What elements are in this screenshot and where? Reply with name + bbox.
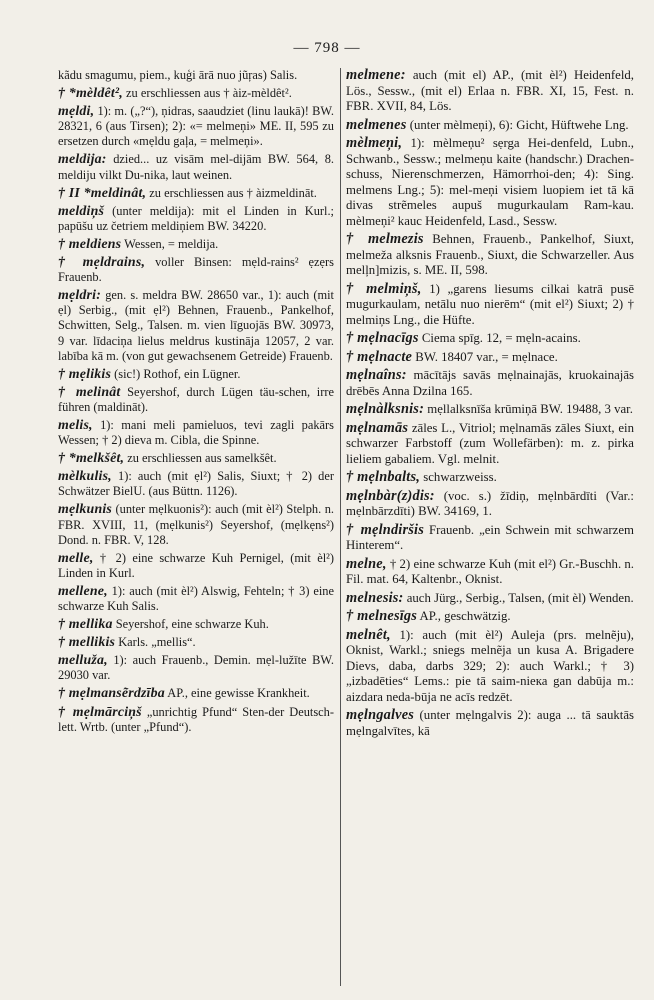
dictionary-entry — [346, 282, 634, 329]
entry-body: 1): m. („?“), ņidras, saaudziet (linu laukā)! BW. 28321, 6 (aus Tirsen); 2): «= melmeņi» ME. II, 595 zu ersetzen durch «mẹldu gaļa, = melmeņi». — [58, 104, 334, 149]
dictionary-entry — [346, 489, 634, 520]
dictionary-entry — [346, 331, 634, 347]
entry-headword: melmenes — [346, 116, 407, 133]
entry-body: gen. s. meldra BW. 28650 var., 1): auch (mit ẹl) Serbig., (mit ẹl²) Behnen, Frauenb., Pankelhof, Schwitten, Selg., Talsen. m. vien līguojās BW. 30973, 9 var. līdaciņa lielus meldrus kustināja 12057, 2 var. labība kā m. (von gut gewachsenem Getreide) Frauenb. — [58, 288, 334, 363]
entry-body: Seyershof, durch Lügen täu-schen, irre führen (maldināt). — [58, 384, 334, 414]
entry-body: Frauenb. „ein Schwein mit schwarzem Hinterem“. — [346, 522, 634, 552]
left-column — [58, 68, 334, 992]
entry-headword: † melmezis — [346, 231, 424, 247]
entry-headword: † mellikis — [58, 635, 116, 651]
entry-headword: melnêt, — [346, 626, 391, 643]
dictionary-entry — [346, 591, 634, 607]
entry-headword: meldiņš — [58, 203, 105, 219]
entry-body: † 2) eine schwarze Kuh Pernigel, (mit èl²) Linden in Kurl. — [58, 550, 334, 580]
dictionary-entry — [58, 551, 334, 581]
entry-headword: melis, — [58, 417, 93, 433]
dictionary-entry — [58, 502, 334, 547]
entry-headword: mẹlnbàr(z)dis: — [346, 487, 435, 504]
dictionary-entry — [58, 152, 334, 182]
entry-headword: † meldiens — [58, 236, 122, 252]
dictionary-entry — [58, 186, 334, 201]
entry-headword: † mẹlnacte — [346, 348, 413, 365]
entry-body: 1) „garens liesums cilkai katrā pusē mugurkaulam, netālu nuo nierēm“ (mit el²) Siuxt; 2) † melmiņs Lng., die Hüfte. — [346, 281, 634, 327]
entry-body: 1): auch (mit èl²) Alswig, Fehteln; † 3) eine schwarze Kuh Salis. — [58, 583, 334, 613]
dictionary-entry — [346, 350, 634, 366]
dictionary-entry — [346, 470, 634, 486]
dictionary-entry — [346, 421, 634, 468]
entry-headword: † mẹlmansẽrdzība — [58, 686, 165, 702]
dictionary-entry — [58, 451, 334, 466]
entry-body: auch (mit el) AP., (mit èl²) Heidenfeld, Lös., Sessw., (mit el) Erlaa n. FBR. XI, 15, Fest. n. FBR. XVII, 84, Lös. — [346, 68, 634, 113]
entry-headword: † *melkšêt, — [58, 451, 125, 467]
dictionary-entry — [58, 86, 334, 101]
entry-body: mācītājs savās mẹlnainajās, kruokainajās drēbēs Anna Dzilna 165. — [346, 368, 634, 398]
dictionary-entry — [346, 118, 634, 134]
dictionary-entry — [346, 609, 634, 625]
entry-body: zu erschliessen aus samelkšêt. — [124, 451, 277, 466]
entry-headword: mẹldi, — [58, 104, 95, 120]
entry-headword: mẹlnàlksnis: — [346, 401, 425, 417]
dictionary-entry — [58, 204, 334, 234]
entry-headword: † mẹlndiršis — [346, 521, 424, 538]
entry-headword: † *mèldêt², — [58, 86, 123, 102]
entry-body: 1): auch Frauenb., Demin. mẹl-lužīte BW. 29030 var. — [58, 653, 334, 683]
dictionary-entry — [58, 686, 334, 701]
entry-headword: mẹlnaîns: — [346, 367, 407, 383]
entry-body: (unter mèlmeņi), 6): Gicht, Hüftwehe Lng. — [406, 117, 629, 132]
entry-body: voller Binsen: mẹld-rains² ẹzẹrs Frauenb. — [58, 255, 334, 285]
entry-headword: † melnesīgs — [346, 608, 418, 624]
entry-body: mẹllalksnīša krūmiņā BW. 19488, 3 var. — [424, 402, 633, 416]
entry-body: (unter meldija): mit el Linden in Kurl.; papūšu uz četriem meldiņiem BW. 34220. — [58, 203, 334, 233]
entry-headword: mellene, — [58, 583, 108, 599]
dictionary-entry — [58, 617, 334, 632]
dictionary-entry — [58, 255, 334, 285]
entry-body: AP., eine gewisse Krankheit. — [164, 686, 310, 701]
entry-headword: mèlkulis, — [58, 469, 112, 485]
entry-body: AP., geschwätzig. — [417, 609, 511, 623]
dictionary-entry — [346, 136, 634, 229]
entry-headword: † melinât — [58, 384, 121, 400]
entry-headword: † mellika — [58, 617, 113, 633]
entry-headword: melle, — [58, 550, 94, 566]
dictionary-entry — [58, 367, 334, 382]
dictionary-entry — [58, 288, 334, 363]
dictionary-entry — [346, 708, 634, 739]
entry-body: Behnen, Frauenb., Pankelhof, Siuxt, melmeža alksnis Frauenb., Siuxt, die Schwarzeller. Aus melļn]mizis, s. ME. II, 598. — [346, 232, 634, 277]
entry-body: 1): auch (mit ẹl²) Salis, Siuxt; † 2) der Schwätzer BielU. (aus Büttn. 1126). — [58, 469, 334, 499]
entry-body: zu erschliessen aus † àizmeldināt. — [146, 185, 317, 200]
entry-body: zu erschliessen aus † àiz-mèldêt². — [122, 86, 292, 101]
entry-body: schwarzweiss. — [420, 470, 497, 484]
dictionary-entry — [58, 418, 334, 448]
entry-headword: † melmiņš, — [346, 280, 422, 297]
dictionary-entry — [58, 584, 334, 614]
entry-body: kãdu smagumu, piem., kuģi ārā nuo jũŗas) Salis. — [58, 68, 298, 82]
entry-body: auch Jürg., Serbig., Talsen, (mit èl) Wenden. — [403, 590, 634, 605]
dictionary-entry — [58, 385, 334, 415]
entry-headword: mẹlnamās — [346, 419, 409, 436]
entry-body: 1): mèlmeņu² sẹrga Hei-denfeld, Lubn., Schwanb., Sessw.; melmeņu kaite (handschr.) Drachen-schuss, Nierenschmerzen, Hämorrhoi-den; 4): Sing. melmens Lng.; 5): mel-meņi visiem luopiem iet tā kā divas strẽmeles aupuš mugurkaulam Ram-kau. mèlmeņi² kauc Heidenfeld, Lasd., Sessw. — [346, 136, 634, 228]
dictionary-entry — [346, 557, 634, 588]
entry-headword: † II *meldinât, — [58, 185, 147, 201]
entry-headword: melne, — [346, 555, 387, 572]
entry-body: 1): auch (mit èl²) Auleja (prs. melnẽju), Oknist, Warkl.; sniegs melnẽja un kusa A. Brigadere Dievs, daba, darbs 329; 2): auch Warkl.; † 3) „izbadēties“ Lems.: pie tā saim-niека gan dabūja m.: aizdara neda-būja ne acīs redzēt. — [346, 627, 634, 704]
entry-body: Seyershof, eine schwarze Kuh. — [112, 617, 269, 632]
dictionary-entry — [58, 237, 334, 252]
entry-body: „unrichtig Pfund“ Sten-der Deutsch-lett. Wrtb. (unter „Pfund“). — [58, 704, 334, 734]
dictionary-entry — [58, 653, 334, 683]
dictionary-entry — [346, 402, 634, 418]
column-divider — [340, 68, 341, 986]
entry-body: (unter mẹlkuonis²): auch (mit èl²) Stelph. n. FBR. XVIII, 11, (mẹlkunis²) Seyershof, (mẹlkẹns²) Dond. n. FBR. V, 128. — [58, 502, 334, 547]
entry-headword: † mẹlnacīgs — [346, 330, 419, 346]
dictionary-entry — [346, 368, 634, 399]
dictionary-entry — [346, 232, 634, 279]
entry-body: Wessen, = meldija. — [121, 236, 219, 251]
page-number: — 798 — — [293, 40, 361, 56]
dictionary-entry — [58, 705, 334, 735]
entry-headword: † mẹlnbalts, — [346, 469, 421, 485]
entry-body: (unter mẹlngalvis 2): auga ... tā sauktās mẹlngalvītes, kā — [346, 708, 634, 738]
dictionary-entry — [346, 523, 634, 554]
entry-body: dzied... uz visām mel-dijām BW. 564, 8. meldiju vilkt Du-nika, laut weinen. — [58, 152, 334, 182]
entry-headword: mẹldri: — [58, 288, 102, 304]
entry-body: Ciema spīg. 12, = mẹln-acains. — [418, 331, 581, 345]
entry-headword: melmene: — [346, 68, 406, 83]
entry-headword: melnesis: — [346, 589, 404, 606]
dictionary-entry — [58, 469, 334, 499]
entry-headword: meldija: — [58, 152, 107, 168]
entry-body: Karls. „mellis“. — [115, 635, 196, 650]
entry-headword: mèlmeņi, — [346, 135, 403, 151]
entry-body: † 2) eine schwarze Kuh (mit el²) Gr.-Buschh. n. Fil. mat. 64, Kaltenbr., Oknist. — [346, 556, 634, 586]
dictionary-entry — [58, 104, 334, 149]
entry-headword: † mẹlmārciņš — [58, 704, 142, 720]
entry-body: (sic!) Rothof, ein Lügner. — [111, 366, 241, 381]
dictionary-entry — [58, 635, 334, 650]
entry-body: BW. 18407 var., = mẹlnace. — [412, 349, 558, 364]
entry-headword: mẹlkunis — [58, 502, 113, 518]
dictionary-entry — [58, 68, 334, 83]
entry-headword: † mẹldrains, — [58, 255, 146, 271]
entry-body: zāles L., Vitriol; mẹlnamās zāles Siuxt, ein schwarzer Farbstoff (zum Wollefärben): m. z. pirka lieliem gabaliem. Vgl. melnit. — [346, 420, 634, 466]
entry-body: (voc. s.) žīdiņ, mẹlnbārdīti (Var.: mẹlnbārzdīti) BW. 34169, 1. — [346, 488, 634, 518]
entry-headword: mẹlngalves — [346, 707, 415, 723]
right-column — [346, 68, 634, 992]
dictionary-entry — [346, 68, 634, 115]
entry-headword: † mẹlikis — [58, 366, 112, 382]
dictionary-entry — [346, 628, 634, 706]
entry-headword: melluža, — [58, 653, 108, 669]
entry-body: 1): mani meli pamieluos, tevi zagli pakārs Wessen; † 2) dieva m. Cibla, die Spinne. — [58, 417, 334, 448]
